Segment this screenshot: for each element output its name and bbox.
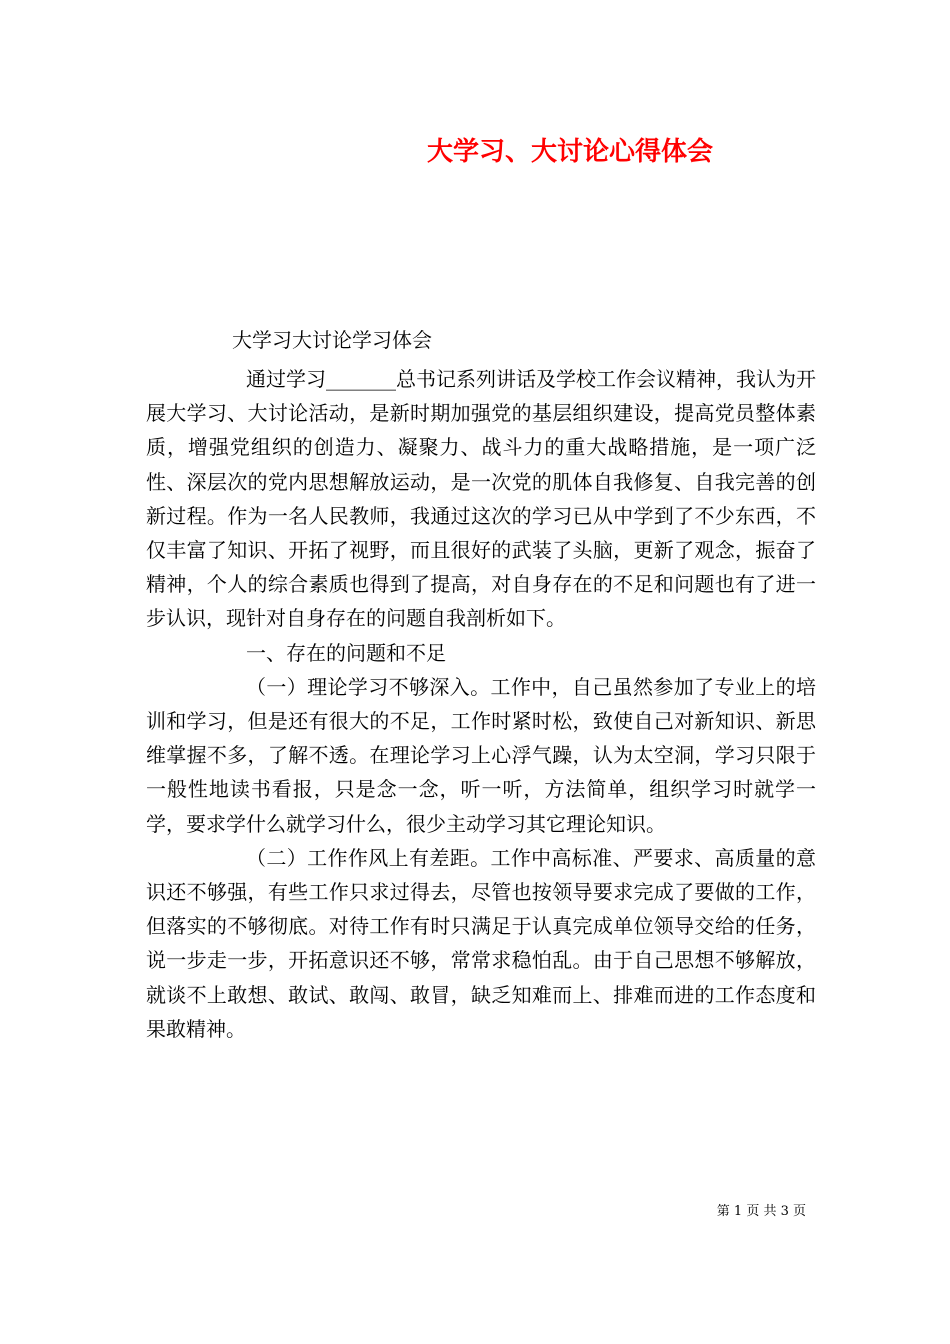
- paragraph-intro: 通过学习_______总书记系列讲话及学校工作会议精神，我认为开展大学习、大讨论活动，是新时期加强党的基层组织建设，提高党员整体素质，增强党组织的创造力、凝聚力、战斗力的重大战略措施，是一项广泛性、深层次的党内思想解放运动，是一次党的肌体自我修复、自我完善的创新过程。作为一名人民教师，我通过这次的学习已从中学到了不少东西，不仅丰富了知识、开拓了视野，而且很好的武装了头脑，更新了观念，振奋了精神，个人的综合素质也得到了提高，对自身存在的不足和问题也有了进一步认识，现针对自身存在的问题自我剖析如下。: [146, 367, 816, 631]
- paragraph-subsection-2: （二）工作作风上有差距。工作中高标准、严要求、高质量的意识还不够强，有些工作只求过得去，尽管也按领导要求完成了要做的工作，但落实的不够彻底。对待工作有时只满足于认真完成单位领导交给的任务，说一步走一步，开拓意识还不够，常常求稳怕乱。由于自己思想不够解放，就谈不上敢想、敢试、敢闯、敢冒，缺乏知难而上、排难而进的工作态度和果敢精神。: [146, 845, 816, 1041]
- paragraph-subsection-1: （一）理论学习不够深入。工作中，自己虽然参加了专业上的培训和学习，但是还有很大的不足，工作时紧时松，致使自己对新知识、新思维掌握不多，了解不透。在理论学习上心浮气躁，认为太空洞，学习只限于一般性地读书看报，只是念一念，听一听，方法简单，组织学习时就学一学，要求学什么就学习什么，很少主动学习其它理论知识。: [146, 674, 816, 836]
- document-subtitle: 大学习大讨论学习体会: [232, 328, 432, 352]
- page-footer: 第 1 页 共 3 页: [716, 1204, 806, 1219]
- document-body: [146, 362, 816, 1046]
- section-heading: 一、存在的问题和不足: [246, 640, 446, 665]
- document-title: 大学习、大讨论心得体会: [426, 137, 713, 167]
